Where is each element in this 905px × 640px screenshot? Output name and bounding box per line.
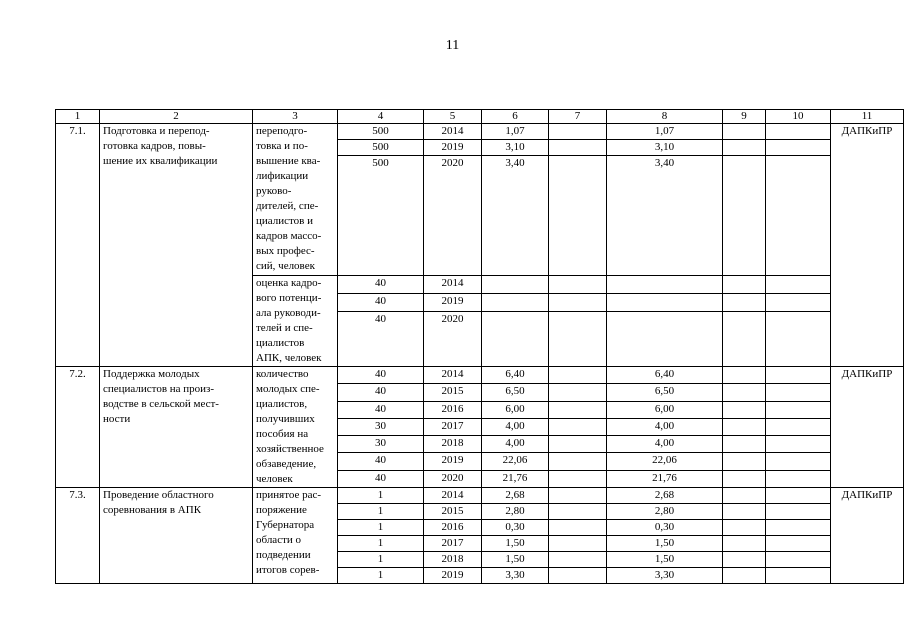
cell-c9 — [723, 520, 766, 536]
table-row — [56, 367, 904, 384]
indicator-line: переподго- — [256, 125, 308, 137]
indicator-line: лификации — [256, 170, 309, 182]
indicator-line: Губернатора — [256, 519, 315, 531]
cell-c7 — [549, 470, 607, 487]
cell-c7 — [549, 293, 607, 311]
indicator-line: оценка кадро- — [256, 277, 322, 289]
cell-c10 — [766, 293, 831, 311]
cell-c6: 2,68 — [482, 488, 549, 504]
cell-c5: 2020 — [424, 470, 482, 487]
header-cell-6: 6 — [482, 110, 549, 124]
cell-c4: 40 — [338, 384, 424, 401]
cell-c6: 6,50 — [482, 384, 549, 401]
cell-c8: 1,07 — [607, 124, 723, 140]
section-number: 7.1. — [56, 124, 100, 367]
cell-c4: 30 — [338, 418, 424, 435]
header-cell-10: 10 — [766, 110, 831, 124]
indicator-line: поряжение — [256, 504, 307, 516]
cell-c10 — [766, 140, 831, 156]
cell-c5: 2020 — [424, 156, 482, 276]
cell-c10 — [766, 384, 831, 401]
cell-c7 — [549, 504, 607, 520]
responsible-executor: ДАПКиПР — [831, 488, 904, 584]
cell-c6 — [482, 293, 549, 311]
indicator-line: хозяйственное — [256, 443, 324, 455]
cell-c7 — [549, 453, 607, 470]
header-cell-2: 2 — [100, 110, 253, 124]
cell-c7 — [549, 568, 607, 584]
section-name-line: готовка кадров, повы- — [103, 140, 206, 152]
cell-c10 — [766, 453, 831, 470]
indicator-line: руково- — [256, 185, 292, 197]
cell-c6: 3,30 — [482, 568, 549, 584]
section-name-line: Поддержка молодых — [103, 368, 200, 380]
indicator-line: телей и спе- — [256, 322, 313, 334]
cell-c7 — [549, 140, 607, 156]
section-name-line: водстве в сельской мест- — [103, 398, 219, 410]
cell-c8: 1,50 — [607, 552, 723, 568]
indicator-name — [253, 488, 338, 584]
cell-c9 — [723, 436, 766, 453]
cell-c10 — [766, 488, 831, 504]
cell-c6: 1,50 — [482, 536, 549, 552]
cell-c9 — [723, 124, 766, 140]
cell-c6: 4,00 — [482, 418, 549, 435]
cell-c7 — [549, 156, 607, 276]
cell-c5: 2014 — [424, 488, 482, 504]
cell-c8: 22,06 — [607, 453, 723, 470]
cell-c8: 21,76 — [607, 470, 723, 487]
cell-c4: 500 — [338, 124, 424, 140]
cell-c9 — [723, 504, 766, 520]
indicator-line: человек — [256, 473, 293, 485]
cell-c10 — [766, 401, 831, 418]
responsible-executor: ДАПКиПР — [831, 124, 904, 367]
cell-c8 — [607, 311, 723, 367]
cell-c8: 1,50 — [607, 536, 723, 552]
table-row — [56, 488, 904, 504]
cell-c9 — [723, 488, 766, 504]
cell-c4: 40 — [338, 453, 424, 470]
cell-c8 — [607, 276, 723, 294]
section-name-line: ности — [103, 413, 131, 425]
indicator-line: циалистов — [256, 337, 305, 349]
cell-c10 — [766, 536, 831, 552]
cell-c5: 2019 — [424, 568, 482, 584]
cell-c9 — [723, 418, 766, 435]
indicator-line: вых профес- — [256, 245, 315, 257]
cell-c8: 3,40 — [607, 156, 723, 276]
section-name — [100, 488, 253, 584]
cell-c6: 22,06 — [482, 453, 549, 470]
indicator-line: кадров массо- — [256, 230, 322, 242]
cell-c9 — [723, 552, 766, 568]
cell-c5: 2015 — [424, 384, 482, 401]
cell-c4: 30 — [338, 436, 424, 453]
cell-c9 — [723, 293, 766, 311]
section-name-line: Проведение областного — [103, 489, 214, 501]
cell-c10 — [766, 520, 831, 536]
cell-c7 — [549, 124, 607, 140]
cell-c4: 1 — [338, 536, 424, 552]
cell-c7 — [549, 436, 607, 453]
cell-c7 — [549, 536, 607, 552]
cell-c7 — [549, 276, 607, 294]
indicator-line: подведении — [256, 549, 311, 561]
cell-c5: 2016 — [424, 520, 482, 536]
cell-c5: 2019 — [424, 140, 482, 156]
cell-c5: 2017 — [424, 536, 482, 552]
section-name-line: соревнования в АПК — [103, 504, 202, 516]
indicator-line: вышение ква- — [256, 155, 321, 167]
cell-c8: 6,00 — [607, 401, 723, 418]
indicator-name — [253, 276, 338, 367]
indicator-line: области о — [256, 534, 302, 546]
indicator-line: получивших — [256, 413, 315, 425]
cell-c4: 40 — [338, 367, 424, 384]
cell-c4: 1 — [338, 520, 424, 536]
cell-c9 — [723, 401, 766, 418]
cell-c5: 2017 — [424, 418, 482, 435]
section-name — [100, 124, 253, 367]
cell-c6: 0,30 — [482, 520, 549, 536]
cell-c10 — [766, 276, 831, 294]
section-number: 7.2. — [56, 367, 100, 488]
section-name-line: шение их квалификации — [103, 155, 218, 167]
cell-c10 — [766, 504, 831, 520]
cell-c4: 40 — [338, 293, 424, 311]
table-row — [56, 124, 904, 140]
cell-c6: 1,50 — [482, 552, 549, 568]
cell-c10 — [766, 552, 831, 568]
cell-c10 — [766, 124, 831, 140]
cell-c7 — [549, 520, 607, 536]
indicator-line: молодых спе- — [256, 383, 320, 395]
cell-c8: 2,80 — [607, 504, 723, 520]
indicator-line: дителей, спе- — [256, 200, 319, 212]
cell-c4: 1 — [338, 552, 424, 568]
cell-c9 — [723, 140, 766, 156]
cell-c10 — [766, 436, 831, 453]
cell-c4: 40 — [338, 470, 424, 487]
cell-c8: 4,00 — [607, 418, 723, 435]
cell-c5: 2014 — [424, 124, 482, 140]
cell-c8: 6,50 — [607, 384, 723, 401]
cell-c5: 2019 — [424, 293, 482, 311]
indicator-line: обзаведение, — [256, 458, 317, 470]
indicator-line: принятое рас- — [256, 489, 322, 501]
cell-c6: 6,00 — [482, 401, 549, 418]
cell-c7 — [549, 552, 607, 568]
cell-c4: 40 — [338, 401, 424, 418]
cell-c8: 2,68 — [607, 488, 723, 504]
cell-c6: 2,80 — [482, 504, 549, 520]
cell-c6: 21,76 — [482, 470, 549, 487]
indicator-line: пособия на — [256, 428, 309, 440]
cell-c8: 3,10 — [607, 140, 723, 156]
cell-c4: 1 — [338, 568, 424, 584]
cell-c6: 3,40 — [482, 156, 549, 276]
cell-c4: 500 — [338, 140, 424, 156]
cell-c5: 2014 — [424, 276, 482, 294]
cell-c7 — [549, 367, 607, 384]
cell-c5: 2016 — [424, 401, 482, 418]
header-cell-9: 9 — [723, 110, 766, 124]
indicator-name — [253, 367, 338, 488]
header-cell-11: 11 — [831, 110, 904, 124]
cell-c9 — [723, 536, 766, 552]
cell-c10 — [766, 470, 831, 487]
header-cell-1: 1 — [56, 110, 100, 124]
indicator-name — [253, 124, 338, 276]
cell-c8 — [607, 293, 723, 311]
indicator-line: циалистов и — [256, 215, 314, 227]
cell-c7 — [549, 418, 607, 435]
cell-c5: 2018 — [424, 552, 482, 568]
cell-c9 — [723, 276, 766, 294]
cell-c4: 500 — [338, 156, 424, 276]
cell-c5: 2019 — [424, 453, 482, 470]
cell-c4: 1 — [338, 504, 424, 520]
cell-c8: 4,00 — [607, 436, 723, 453]
section-number: 7.3. — [56, 488, 100, 584]
header-cell-8: 8 — [607, 110, 723, 124]
cell-c4: 40 — [338, 276, 424, 294]
cell-c7 — [549, 311, 607, 367]
cell-c5: 2014 — [424, 367, 482, 384]
cell-c5: 2015 — [424, 504, 482, 520]
section-name — [100, 367, 253, 488]
cell-c10 — [766, 568, 831, 584]
cell-c5: 2018 — [424, 436, 482, 453]
cell-c8: 3,30 — [607, 568, 723, 584]
cell-c9 — [723, 311, 766, 367]
cell-c10 — [766, 156, 831, 276]
cell-c9 — [723, 453, 766, 470]
cell-c9 — [723, 156, 766, 276]
cell-c4: 1 — [338, 488, 424, 504]
cell-c6: 6,40 — [482, 367, 549, 384]
section-name-line: Подготовка и перепод- — [103, 125, 210, 137]
header-cell-5: 5 — [424, 110, 482, 124]
cell-c10 — [766, 367, 831, 384]
cell-c7 — [549, 488, 607, 504]
cell-c6: 3,10 — [482, 140, 549, 156]
cell-c6 — [482, 311, 549, 367]
cell-c10 — [766, 418, 831, 435]
indicator-line: сий, человек — [256, 260, 315, 272]
cell-c7 — [549, 401, 607, 418]
cell-c10 — [766, 311, 831, 367]
program-table — [55, 109, 904, 584]
cell-c9 — [723, 568, 766, 584]
cell-c9 — [723, 367, 766, 384]
section-name-line: специалистов на произ- — [103, 383, 215, 395]
cell-c6 — [482, 276, 549, 294]
cell-c9 — [723, 470, 766, 487]
header-cell-3: 3 — [253, 110, 338, 124]
cell-c8: 0,30 — [607, 520, 723, 536]
indicator-line: итогов сорев- — [256, 564, 320, 576]
cell-c6: 4,00 — [482, 436, 549, 453]
cell-c6: 1,07 — [482, 124, 549, 140]
cell-c7 — [549, 384, 607, 401]
cell-c8: 6,40 — [607, 367, 723, 384]
header-cell-4: 4 — [338, 110, 424, 124]
cell-c9 — [723, 384, 766, 401]
indicator-line: ала руководи- — [256, 307, 321, 319]
indicator-line: количество — [256, 368, 309, 380]
cell-c5: 2020 — [424, 311, 482, 367]
indicator-line: АПК, человек — [256, 352, 322, 364]
cell-c4: 40 — [338, 311, 424, 367]
indicator-line: вого потенци- — [256, 292, 322, 304]
page-number: 11 — [445, 38, 460, 53]
header-cell-7: 7 — [549, 110, 607, 124]
indicator-line: циалистов, — [256, 398, 308, 410]
responsible-executor: ДАПКиПР — [831, 367, 904, 488]
indicator-line: товка и по- — [256, 140, 308, 152]
header-row — [56, 110, 904, 124]
